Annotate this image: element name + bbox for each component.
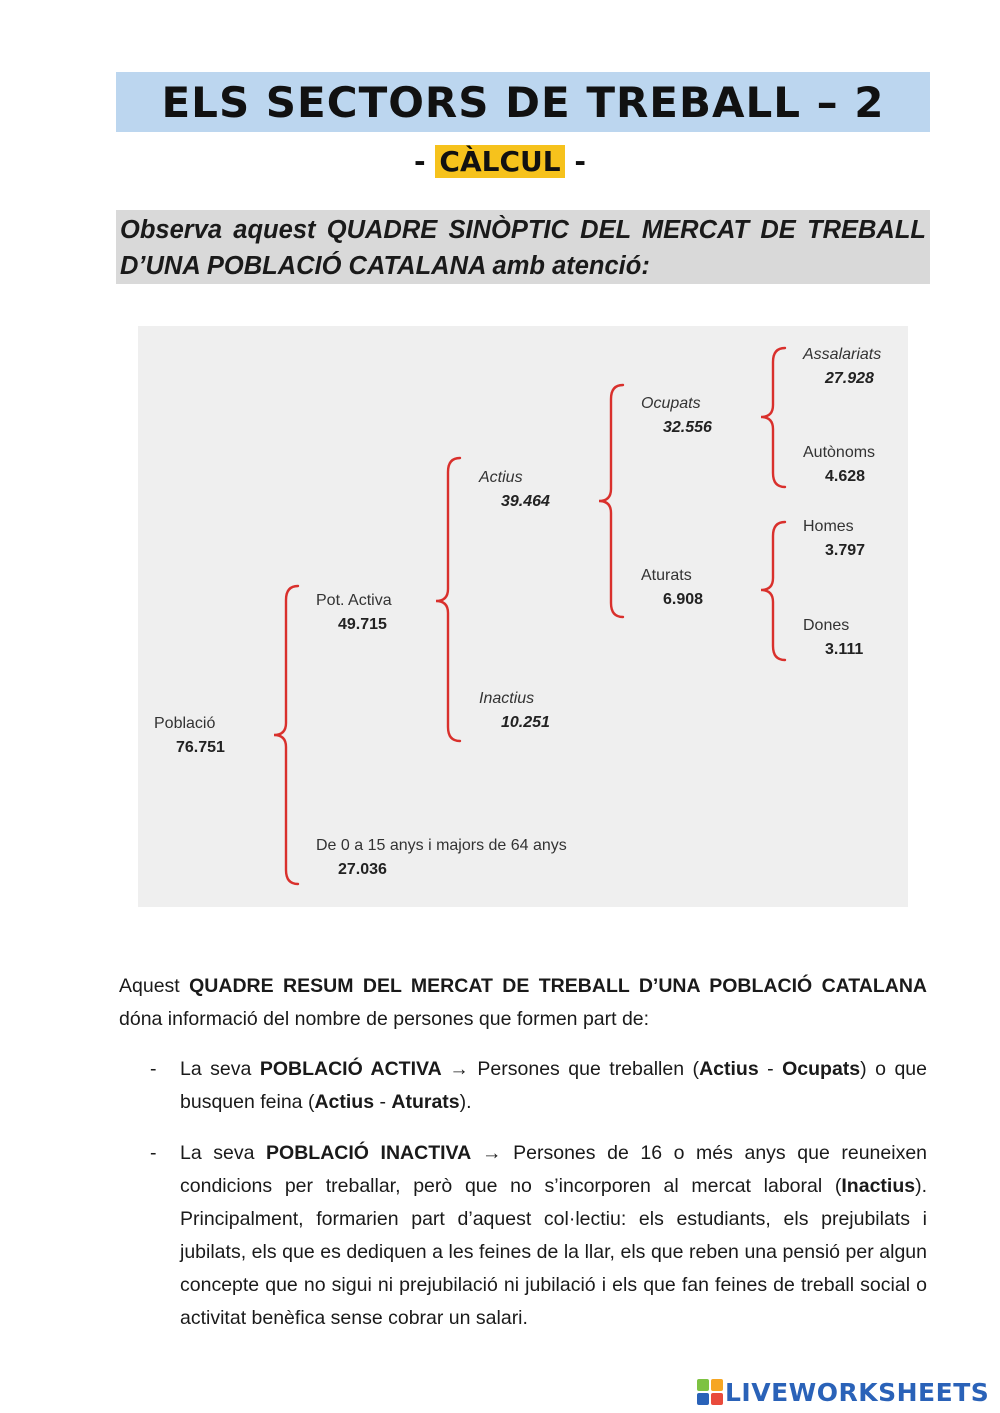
bullet-bold: Aturats xyxy=(391,1091,460,1113)
brace-aturats xyxy=(761,522,785,660)
summary-paragraph xyxy=(119,970,927,1036)
node-pot-activa xyxy=(316,589,392,637)
node-label: Actius xyxy=(479,469,523,486)
bullet-bold: POBLACIÓ INACTIVA xyxy=(266,1142,471,1164)
logo-mark-icon xyxy=(697,1379,723,1405)
node-value: 3.797 xyxy=(825,542,866,559)
logo-square xyxy=(697,1393,709,1405)
node-label: Població xyxy=(154,715,216,732)
logo-square xyxy=(711,1379,723,1391)
liveworksheets-logo[interactable] xyxy=(697,1377,989,1407)
brace-ocupats xyxy=(761,348,785,487)
node-autonoms xyxy=(803,441,875,489)
node-aturats xyxy=(641,564,703,612)
instruction-box: Observa aquest QUADRE SINÒPTIC DEL MERCAT DE TREBALL D’UNA POBLACIÓ CATALANA amb atenció: xyxy=(116,210,930,284)
page-title: ELS SECTORS DE TREBALL – 2 xyxy=(161,77,885,127)
node-ocupats xyxy=(641,392,712,440)
synoptic-diagram xyxy=(138,326,908,907)
node-label: Pot. Activa xyxy=(316,592,392,609)
bullet-text: ). xyxy=(459,1091,472,1113)
node-value: 6.908 xyxy=(663,591,704,608)
node-assalariats xyxy=(803,343,881,391)
subtitle-highlight: CÀLCUL xyxy=(435,145,564,178)
subtitle-post: - xyxy=(564,145,586,178)
node-label: Dones xyxy=(803,617,850,634)
node-poblacio xyxy=(154,712,225,760)
bullet-bold: Actius xyxy=(699,1058,759,1080)
node-value: 27.036 xyxy=(338,861,387,878)
bullet-bold: POBLACIÓ ACTIVA xyxy=(259,1058,441,1080)
node-label: Inactius xyxy=(479,690,535,707)
bullet-bold: Actius xyxy=(314,1091,375,1113)
logo-square xyxy=(711,1393,723,1405)
bullet-dash: - xyxy=(150,1142,157,1164)
subtitle-pre: - xyxy=(414,145,436,178)
node-value: 76.751 xyxy=(176,739,225,756)
brace-poblacio xyxy=(274,586,298,884)
arrow-icon: → xyxy=(470,1142,514,1164)
node-value: 32.556 xyxy=(663,419,712,436)
node-actius xyxy=(479,466,550,514)
node-homes xyxy=(803,515,865,563)
node-dones xyxy=(803,614,863,662)
node-label: Ocupats xyxy=(641,395,701,412)
node-label: Autònoms xyxy=(803,444,876,461)
subtitle xyxy=(0,145,1000,178)
summary-intro-post: dóna informació del nombre de persones que formen part de: xyxy=(119,1008,650,1030)
bullet-text: La seva xyxy=(180,1058,260,1080)
logo-text: LIVEWORKSHEETS xyxy=(725,1377,990,1407)
bullet-text: ). Principalment, formarien part d’aquest col·lectiu: els estudiants, els prejubilats i jubilats, els que es dediquen a les feines de la llar, els que reben una pensió per algun concepte que no sigui ni prejubilació ni jubilació i els que fan feines de treball social o activitat benèfica sense cobrar un salari. xyxy=(180,1175,927,1329)
node-value: 39.464 xyxy=(501,493,550,510)
bullet-text: - xyxy=(374,1091,392,1113)
node-label: Assalariats xyxy=(803,346,882,363)
node-label: Aturats xyxy=(641,567,692,584)
brace-pot-activa xyxy=(436,458,460,741)
brace-actius xyxy=(599,385,623,617)
arrow-icon: → xyxy=(440,1058,478,1080)
node-value: 27.928 xyxy=(825,370,874,387)
node-value: 4.628 xyxy=(825,468,866,485)
bullet-text: ) o que busquen feina ( xyxy=(180,1058,927,1113)
node-inactius xyxy=(479,687,550,735)
summary-intro-bold: QUADRE RESUM DEL MERCAT DE TREBALL D’UNA POBLACIÓ CATALANA xyxy=(189,975,927,997)
bullet-bold: Inactius xyxy=(841,1175,916,1197)
brace-layer xyxy=(138,326,908,907)
bullet-poblacio-inactiva xyxy=(150,1137,927,1335)
node-menors-majors xyxy=(316,834,567,882)
node-value: 49.715 xyxy=(338,616,387,633)
bullet-dash: - xyxy=(150,1058,157,1080)
node-label: Homes xyxy=(803,518,854,535)
bullet-poblacio-activa xyxy=(150,1053,927,1119)
logo-square xyxy=(697,1379,709,1391)
bullet-text: Persones que treballen ( xyxy=(477,1058,700,1080)
node-value: 10.251 xyxy=(501,714,550,731)
bullet-bold: Ocupats xyxy=(782,1058,861,1080)
summary-intro-pre: Aquest xyxy=(119,975,190,997)
node-value: 3.111 xyxy=(825,641,864,658)
bullet-text: - xyxy=(758,1058,783,1080)
bullet-text: La seva xyxy=(180,1142,267,1164)
title-bar xyxy=(116,72,930,132)
node-label: De 0 a 15 anys i majors de 64 anys xyxy=(316,837,567,854)
bullet-text: Persones de 16 o més anys que reuneixen condicions per treballar, però que no s’incorporen al mercat laboral ( xyxy=(180,1142,928,1197)
